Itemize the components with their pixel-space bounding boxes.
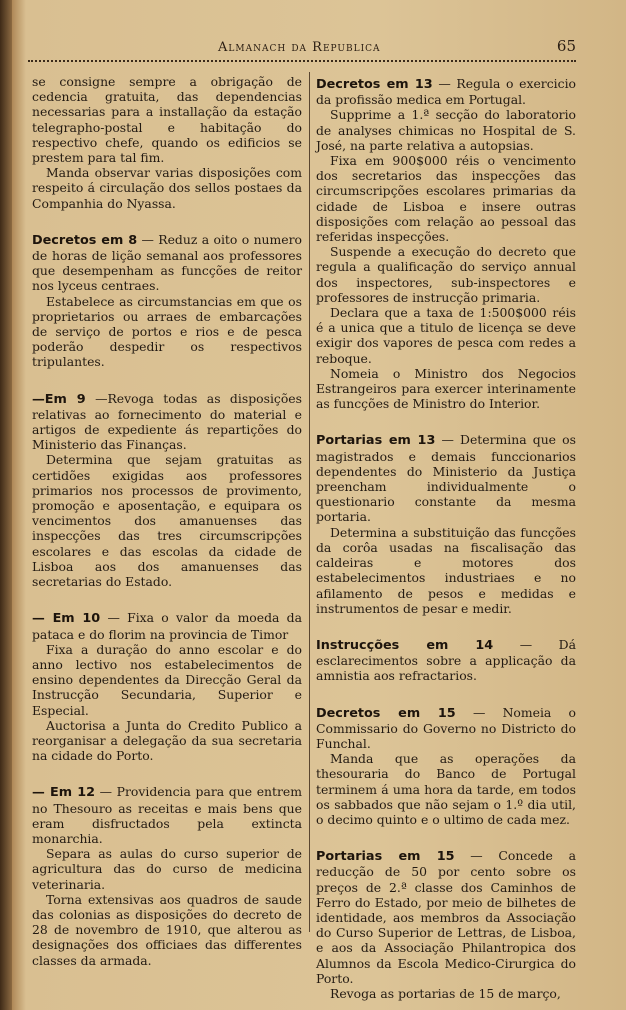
entry-keyword: Portarias em 13 <box>316 433 436 449</box>
entry-lead-text: — Providencia para que entrem no Thesouro as receitas e mais bens que eram disfructados pela extincta monarchia. <box>32 784 302 846</box>
entry-keyword: —Em 9 <box>32 391 86 407</box>
entry-lead-paragraph <box>32 784 302 846</box>
entry-paragraph: Estabelece as circumstancias em que os proprietarios ou arraes de embarcações de serviço de portos e rios e de pesca poderão despedir os respectivos tripulantes. <box>32 293 302 370</box>
decree-entry <box>32 784 302 967</box>
header-rule <box>28 60 576 62</box>
entry-keyword: Portarias em 15 <box>316 849 455 865</box>
decree-entry <box>316 76 576 411</box>
decree-entry <box>32 74 302 211</box>
page-header <box>28 36 576 62</box>
entry-keyword: Decretos em 8 <box>32 232 138 248</box>
entry-lead-paragraph <box>316 637 576 684</box>
entry-paragraph: Determina a substituição das funcções da corôa usadas na fiscalisação das caldeiras e motores dos estabelecimentos industriaes e no afilamento de pesos e medidas e instrumentos de pesar e medir. <box>316 524 576 616</box>
page-number: 65 <box>556 37 576 55</box>
entry-paragraph: se consigne sempre a obrigação de cedencia gratuita, das dependencias necessarias para a installação da estação telegrapho-postal e habitação do respectivo chefe, quando os edificios se prestem para tal fim. <box>32 74 302 166</box>
entry-paragraph: Supprime a 1.ª secção do laboratorio de analyses chimicas no Hospital de S. José, na parte relativa a autopsias. <box>316 107 576 153</box>
entry-paragraph: Suspende a execução do decreto que regula a qualificação do serviço annual dos inspectores, sub-inspectores e professores de instrucção primaria. <box>316 244 576 305</box>
entry-paragraph: Manda que as operações da thesouraria do Banco de Portugal terminem á uma hora da tarde, em todos os sabbados que não sejam o 1.º dia util, o decimo quinto e o ultimo de cada mez. <box>316 751 576 827</box>
entry-keyword: Decretos em 13 <box>316 77 433 92</box>
entry-lead-paragraph <box>316 432 576 524</box>
running-title: Almanach da Republica <box>218 40 381 55</box>
entry-lead-paragraph <box>316 76 576 107</box>
entry-lead-paragraph <box>32 391 302 453</box>
entry-lead-text: —Revoga todas as disposições relativas ao fornecimento do material e artigos de expediente ás repartições do Ministerio das Finanças. <box>32 390 302 453</box>
entry-paragraph: Torna extensivas aos quadros de saude das colonias as disposições do decreto de 28 de novembro de 1910, que alterou as designações dos officiaes das differentes classes da armada. <box>32 891 302 968</box>
binding-edge <box>0 0 12 1010</box>
decree-entry <box>32 610 302 763</box>
entry-lead-paragraph <box>32 232 302 294</box>
entry-paragraph: Nomeia o Ministro dos Negocios Estrangeiros para exercer interinamente as funcções de Ministro do Interior. <box>316 365 576 412</box>
decree-entry <box>32 232 302 370</box>
entry-lead-paragraph <box>316 848 576 986</box>
decree-entry <box>316 705 576 828</box>
entry-lead-text: — Determina que os magistrados e demais funccionarios dependentes do Ministerio da Justiça preencham individualmente o questionario constante da mesma portaria. <box>316 432 576 525</box>
entry-keyword: Decretos em 15 <box>316 705 456 721</box>
entry-paragraph: Fixa em 900$000 réis o vencimento dos secretarios das inspecções das circumscripções escolares primarias da cidade de Lisboa e insere outras disposições com relação ao pessoal das referidas inspecções. <box>316 153 576 245</box>
entry-keyword: — Em 12 <box>32 785 95 801</box>
entry-paragraph: Fixa a duração do anno escolar e do anno lectivo nos estabelecimentos de ensino dependentes da Direcção Geral da Instrucção Secundaria, Superior e Especial. <box>32 641 302 718</box>
entry-paragraph: Manda observar varias disposições com respeito á circulação dos sellos postaes da Companhia do Nyassa. <box>32 165 302 211</box>
entry-paragraph: Separa as aulas do curso superior de agricultura das do curso de medicina veterinaria. <box>32 846 302 892</box>
entry-lead-text: — Regula o exercicio da profissão medica em Portugal. <box>316 76 576 108</box>
entry-lead-text: — Concede a reducção de 50 por cento sobre os preços de 2.ª classe dos Caminhos de Ferro do Estado, por meio de bilhetes de identidade, aos membros da Associação do Curso Superior de Lettras, de Lisboa, e aos da Associação Philantropica dos Alumnos da Escola Medico-Cirurgica do Porto. <box>316 848 576 986</box>
entry-lead-text: — Dá esclarecimentos sobre a applicação da amnistia aos refractarios. <box>316 636 576 684</box>
entry-paragraph: Determina que sejam gratuitas as certidões exigidas aos professores primarios nos processos de provimento, promoção e aposentação, e equipara os vencimentos dos amanuenses das inspecções das tres circumscripções escolares e das escolas da cidade de Lisboa aos dos amanuenses das secretarias do Estado. <box>32 452 302 590</box>
entry-lead-text: — Reduz a oito o numero de horas de lição semanal aos professores que desempenham as funcções de reitor nos lyceus centraes. <box>32 231 302 294</box>
entry-keyword: — Em 10 <box>32 611 101 627</box>
entry-paragraph: Declara que a taxa de 1:500$000 réis é a unica que a titulo de licença se deve exigir dos vapores de pesca com redes a reboque. <box>316 305 576 366</box>
entry-keyword: Instrucções em 14 <box>316 637 494 653</box>
decree-entry <box>316 637 576 684</box>
left-column <box>32 74 302 968</box>
entry-lead-text: — Nomeia o Commissario do Governo no Districto do Funchal. <box>316 704 576 751</box>
decree-entry <box>316 432 576 615</box>
entry-paragraph: Auctorisa a Junta do Credito Publico a reorganisar a delegação da sua secretaria na cidade do Porto. <box>32 717 302 764</box>
entry-lead-paragraph <box>32 610 302 641</box>
entry-lead-text: — Fixa o valor da moeda da pataca e do florim na provincia de Timor <box>32 610 302 642</box>
decree-entry <box>316 848 576 1001</box>
entry-paragraph: Revoga as portarias de 15 de março, <box>330 985 561 1001</box>
right-column <box>316 76 576 1001</box>
entry-lead-paragraph <box>316 705 576 752</box>
decree-entry <box>32 391 302 590</box>
column-divider <box>309 72 310 932</box>
